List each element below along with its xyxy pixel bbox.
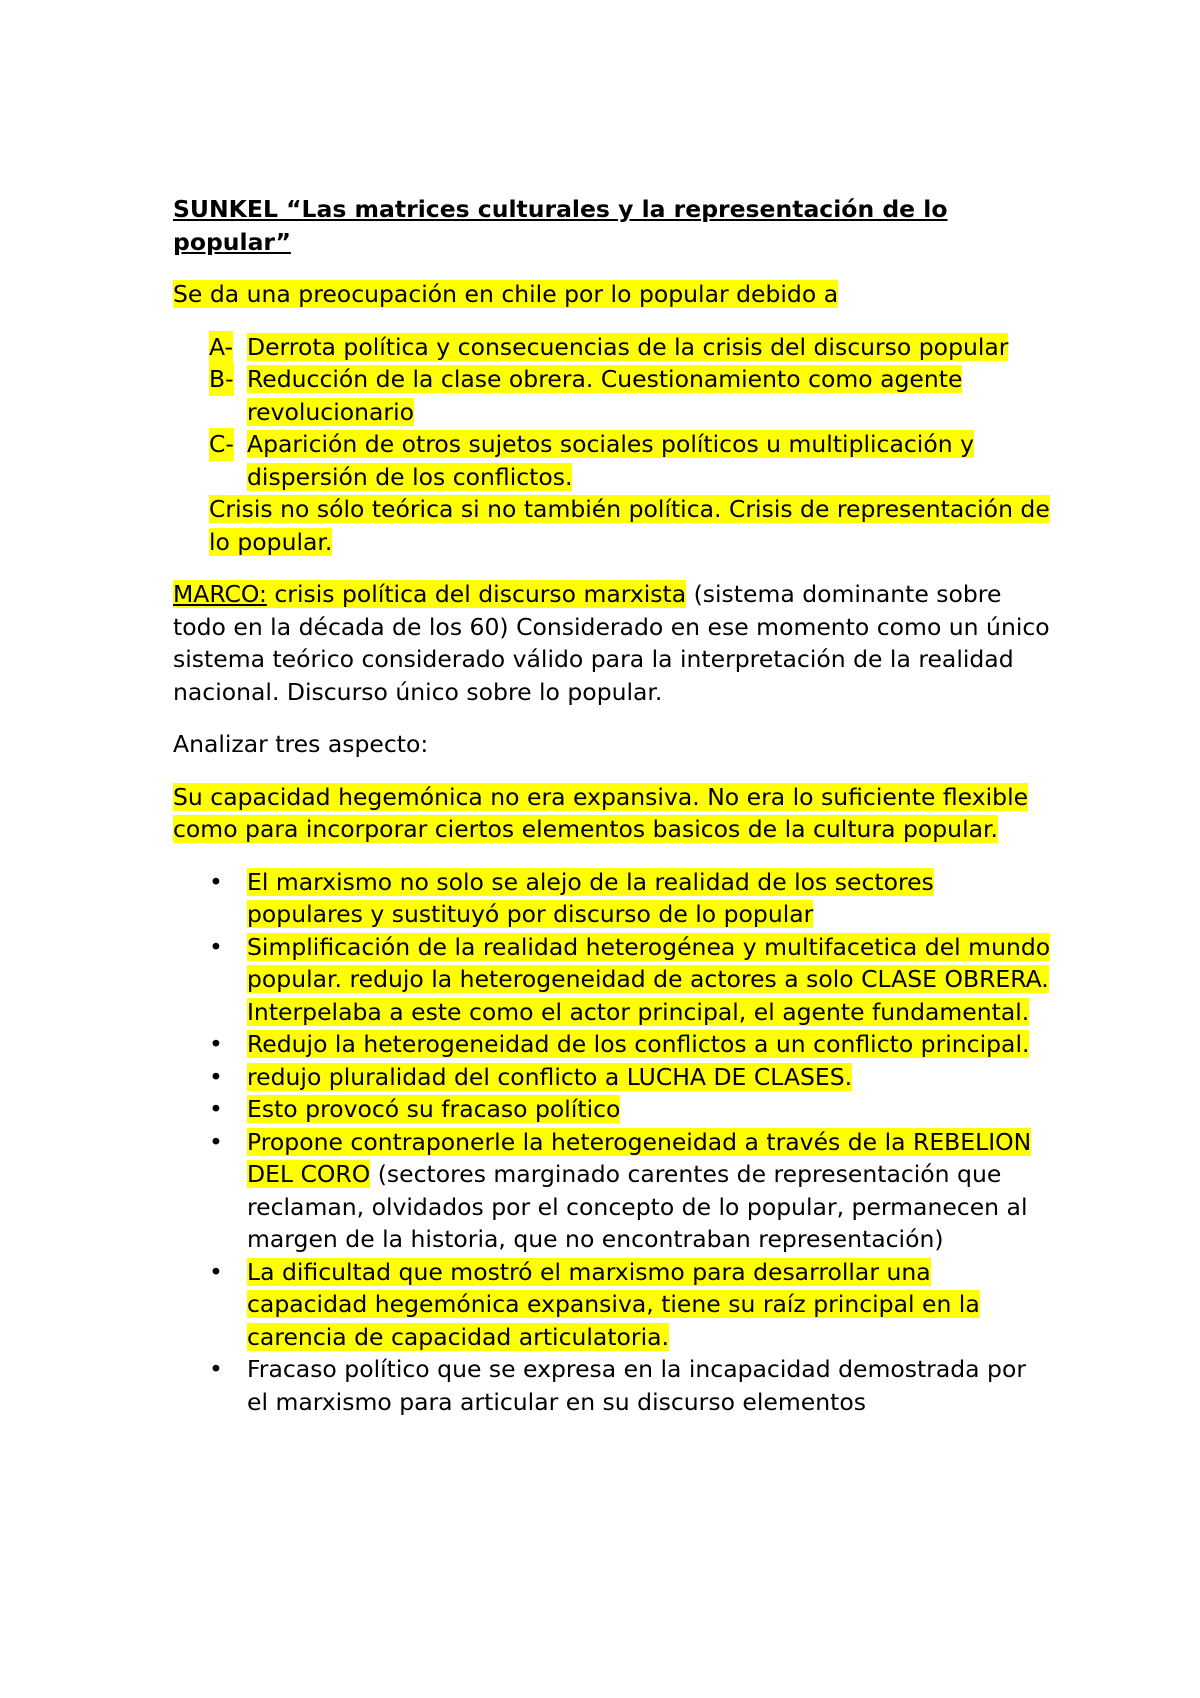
bullet-icon: • [209, 1030, 223, 1058]
intro-paragraph: Se da una preocupación en chile por lo popular debido a [173, 280, 839, 308]
hegemony-paragraph: Su capacidad hegemónica no era expansiva. No era lo suficiente flexible como para incorporar ciertos elementos basicos de la cultura popular. [173, 782, 1029, 843]
document-title: SUNKEL “Las matrices culturales y la representación de lo popular” [173, 195, 948, 256]
bullet-icon: • [209, 1257, 223, 1286]
bullet-icon: • [209, 1355, 223, 1383]
list-item: • La dificultad que mostró el marxismo para desarrollar una capacidad hegemónica expansiva, tiene su raíz principal en la carencia de capacidad articulatoria. [209, 1257, 980, 1351]
list-item: B- Reducción de la clase obrera. Cuestionamiento como agente revolucionario [209, 365, 963, 426]
list-item: • Propone contraponerle la heterogeneidad a través de la REBELION DEL CORO (sectores marginado carentes de representación que reclaman, olvidados por el concepto de lo popular, permanecen al margen de la historia, que no encontraban representación) [209, 1127, 1032, 1253]
list-item: • redujo pluralidad del conflicto a LUCHA DE CLASES. [173, 1061, 1053, 1094]
document-body [173, 193, 1053, 1418]
bullet-icon: • [209, 1062, 223, 1091]
list-item: • Fracaso político que se expresa en la incapacidad demostrada por el marxismo para articular en su discurso elementos [209, 1355, 1026, 1416]
list-item: A- Derrota política y consecuencias de la crisis del discurso popular [173, 331, 1053, 364]
list-item: • Esto provocó su fracaso político [173, 1093, 1053, 1126]
bullet-icon: • [209, 867, 223, 896]
crisis-paragraph: Crisis no sólo teórica si no también política. Crisis de representación de lo popular. [209, 495, 1050, 556]
causes-list [173, 331, 1053, 494]
analizar-paragraph: Analizar tres aspecto: [173, 730, 429, 758]
bullet-icon: • [209, 932, 223, 961]
list-item: • Simplificación de la realidad heterogénea y multifacetica del mundo popular. redujo la heterogeneidad de actores a solo CLASE OBRERA. Interpelaba a este como el actor principal, el agente fundamental. [209, 932, 1051, 1026]
bullet-list [173, 866, 1053, 1419]
bullet-icon: • [209, 1127, 223, 1156]
bullet-icon: • [209, 1095, 223, 1123]
list-item: • El marxismo no solo se alejo de la realidad de los sectores populares y sustituyó por discurso de lo popular [209, 867, 934, 928]
list-item: C- Aparición de otros sujetos sociales políticos u multiplicación y dispersión de los conflictos. [209, 430, 974, 491]
list-item: • Redujo la heterogeneidad de los conflictos a un conflicto principal. [173, 1028, 1053, 1061]
marco-paragraph: MARCO: crisis política del discurso marxista (sistema dominante sobre todo en la década de los 60) Considerado en ese momento como un único sistema teórico considerado válido para la interpretación de la realidad nacional. Discurso único sobre lo popular. [173, 580, 1050, 706]
